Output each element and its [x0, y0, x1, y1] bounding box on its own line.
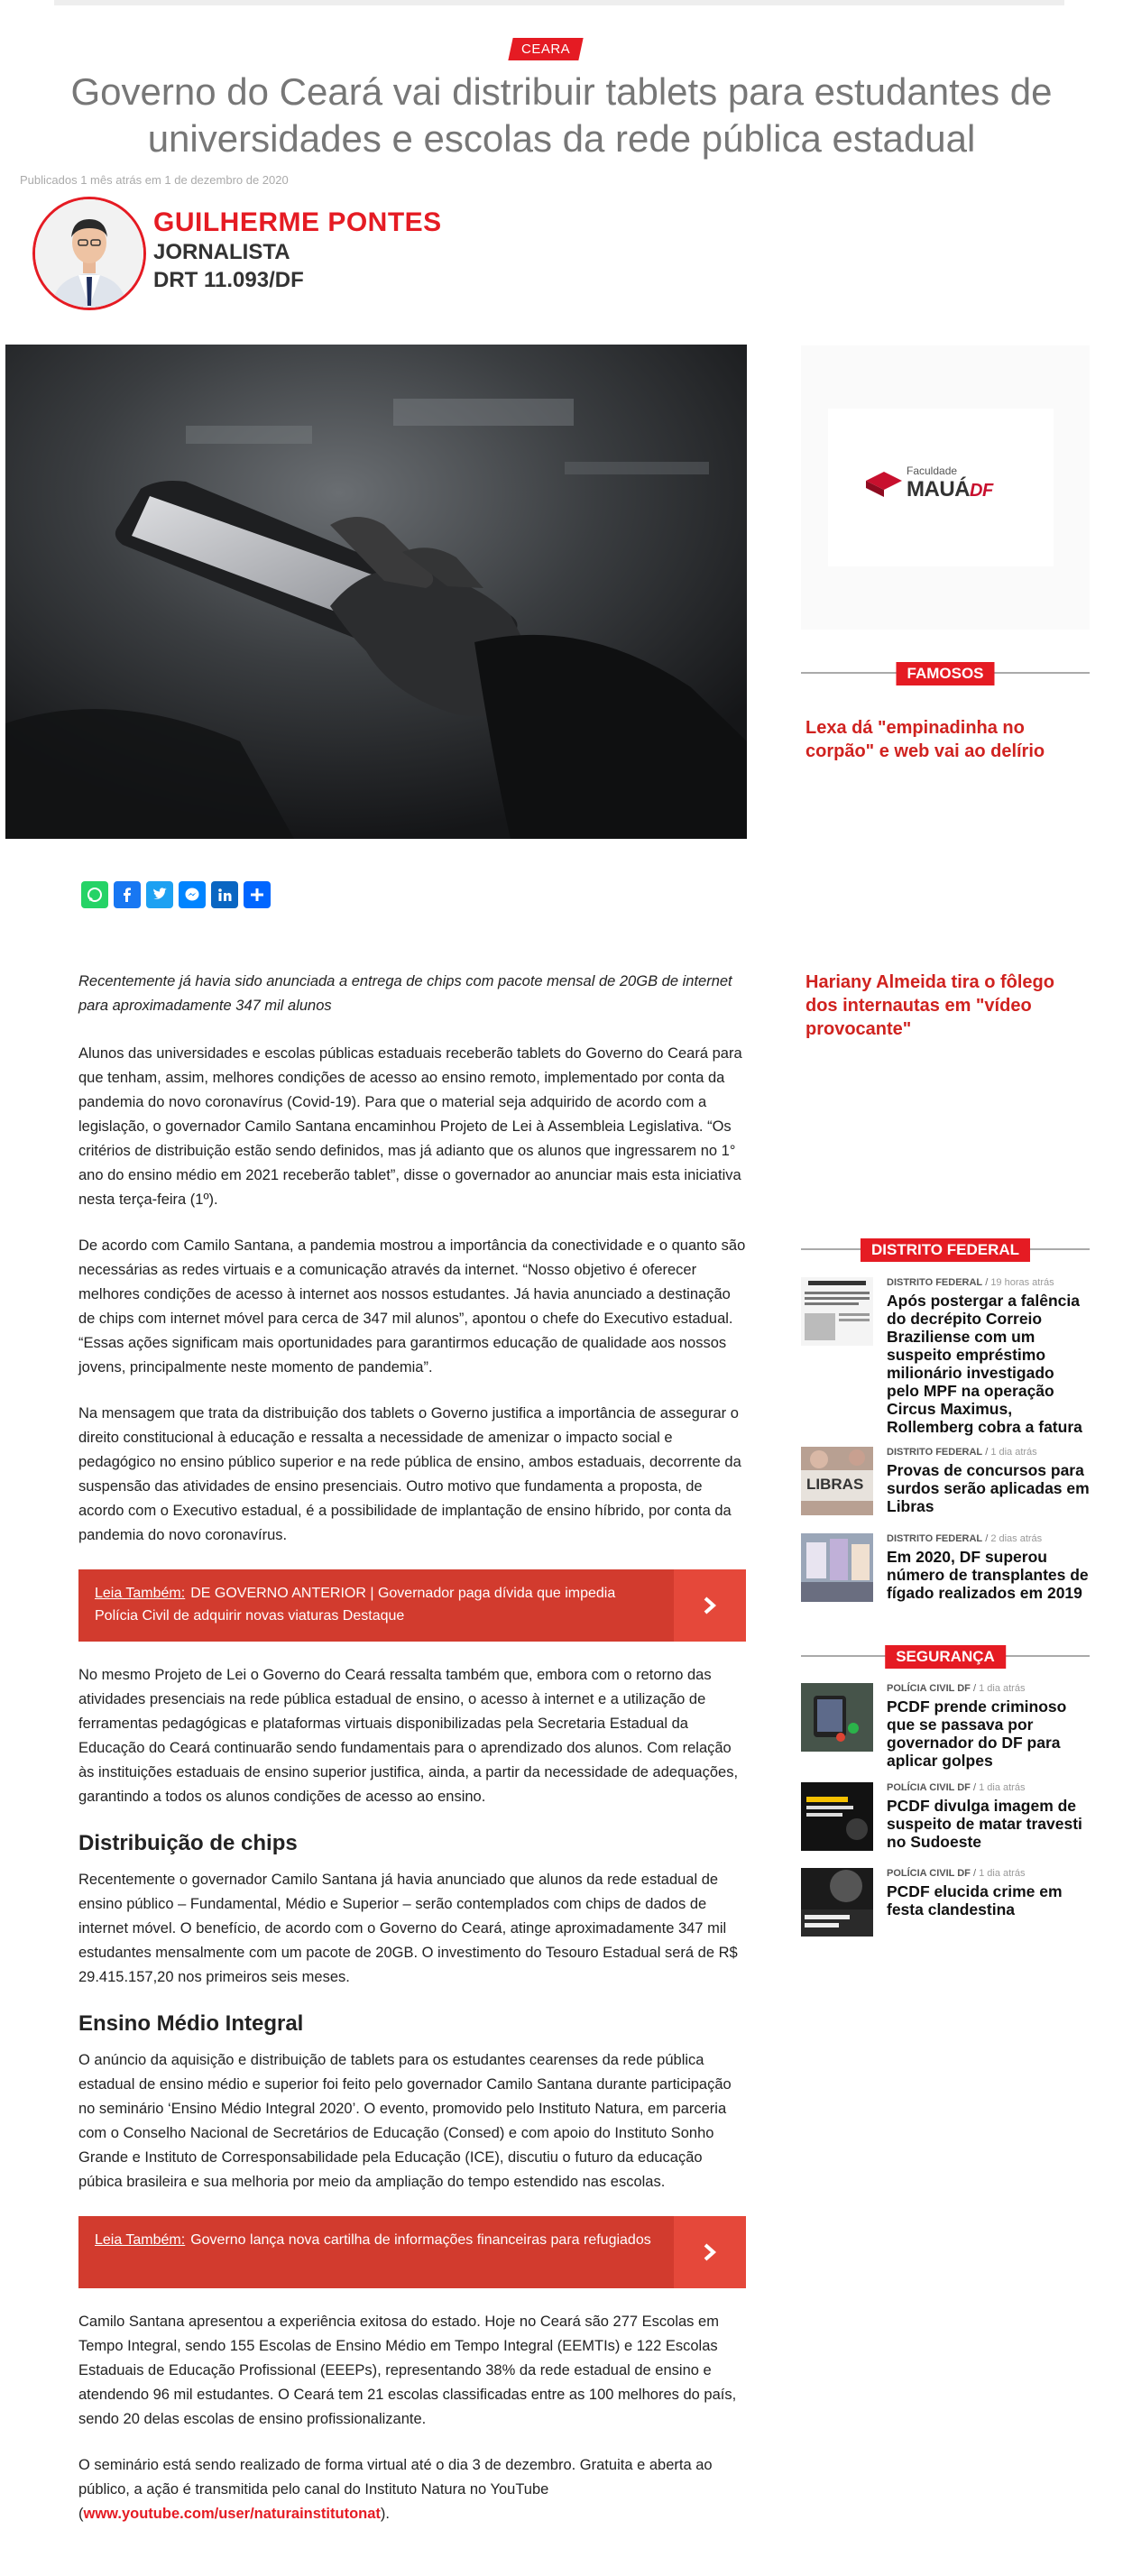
paragraph: O seminário está sendo realizado de forma virtual até o dia 3 de dezembro. Gratuita e aberta ao público, a ação é transmitida pelo canal do Instituto Natura no YouTube (www.youtube.com/user/naturainstitutonat). [78, 2457, 713, 2522]
hero-image [5, 345, 747, 839]
twitter-icon[interactable] [146, 881, 173, 908]
article-body [78, 970, 746, 2548]
news-item[interactable]: DISTRITO FEDERAL / 19 horas atrás Após postergar a falência do decrépito Correio Braziliense com um suspeito empréstimo milionário investigado pelo MPF na operação Circus Maximus, Rollemberg cobra a fatura [801, 1277, 1090, 1440]
news-item[interactable]: LIBRAS DISTRITO FEDERAL / 1 dia atrás Provas de concursos para surdos serão aplicadas em Libras [801, 1447, 1090, 1523]
news-item[interactable]: POLÍCIA CIVIL DF / 1 dia atrás PCDF divulga imagem de suspeito de matar travesti no Sudoeste [801, 1782, 1090, 1859]
news-thumbnail[interactable] [801, 1683, 873, 1752]
news-headline[interactable]: PCDF elucida crime em festa clandestina [887, 1882, 1063, 1918]
related-title[interactable]: Governo lança nova cartilha de informações financeiras para refugiados [190, 2232, 651, 2248]
related-label: Leia Também: [95, 1586, 186, 1601]
ad-logo-main: MAUÁDF [907, 477, 993, 501]
paragraph: Na mensagem que trata da distribuição dos tablets o Governo justifica a importância de assegurar o direito constitucional à educação e ressalta a necessidade de amenizar o impacto social e pedagógico no ensino público superior e na rede pública de ensino, ambos estaduais, decorrente da suspensão das atividades de ensino presenciais. Outro motivo que fundamenta a proposta, de acordo com o Executivo estadual, é a possibilidade de implantação de ensino híbrido, por conta da pandemia do novo coronavírus. [78, 1405, 741, 1543]
category-badge[interactable]: CEARA [508, 38, 584, 60]
paragraph: Alunos das universidades e escolas públicas estaduais receberão tablets do Governo do Ceará para que tenham, assim, melhores condições de acesso ao ensino remoto, implementado por conta da pandemia do novo coronavírus (Covid-19). Para que o material seja adquirido de acordo com a legislação, o governador Camilo Santana encaminhou Projeto de Lei à Assembleia Legislativa. “Os critérios de distribuição estão sendo definidos, mas já adianto que os alunos que ingressarem no 1° ano do ensino médio em 2021 receberão tablet”, disse o governador ao anunciar mais esta iniciativa nesta terça-feira (1º). [78, 1045, 742, 1208]
publish-date: Publicados 1 mês atrás em 1 de dezembro de 2020 [20, 173, 289, 187]
author-name[interactable]: GUILHERME PONTES [153, 207, 442, 237]
author-drt: DRT 11.093/DF [153, 268, 304, 292]
section-header-distrito-federal: DISTRITO FEDERAL [801, 1238, 1090, 1260]
news-thumbnail[interactable] [801, 1868, 873, 1937]
section-header-seguranca: SEGURANÇA [801, 1645, 1090, 1667]
news-headline[interactable]: Provas de concursos para surdos serão aplicadas em Libras [887, 1461, 1090, 1515]
paragraph: Camilo Santana apresentou a experiência exitosa do estado. Hoje no Ceará são 277 Escolas em Tempo Integral, sendo 155 Escolas de Ensino Médio em Tempo Integral (EEMTIs) e 122 Escolas Estaduais de Educação Profissional (EEEPs), representando 38% da rede estadual de ensino e atendendo 96 mil estudantes. O Ceará tem 21 escolas classificadas entre as 100 melhores do país, sendo 20 delas escolas de ensino profissionalizante. [78, 2314, 737, 2427]
news-thumbnail[interactable] [801, 1277, 873, 1346]
news-item[interactable]: DISTRITO FEDERAL / 2 dias atrás Em 2020, DF superou número de transplantes de fígado realizados em 2019 [801, 1533, 1090, 1619]
news-headline[interactable]: PCDF divulga imagem de suspeito de matar travesti no Sudoeste [887, 1797, 1082, 1851]
share-plus-icon[interactable] [244, 881, 271, 908]
chevron-right-icon[interactable] [674, 2216, 746, 2288]
paragraph: O anúncio da aquisição e distribuição de tablets para os estudantes cearenses da rede pública estadual de ensino médio e superior foi feito pelo governador Camilo Santana durante participação no seminário ‘Ensino Médio Integral 2020’. O evento, promovido pelo Instituto Natura, em parceria com o Conselho Nacional de Secretários de Educação (Consed) e com apoio do Instituto Sonho Grande e Instituto de Corresponsabilidade pela Educação (ICE), discutiu o futuro da educação púbica brasileira e sua melhoria por meio da ampliação do tempo estendido nas escolas. [78, 2052, 732, 2190]
news-headline[interactable]: PCDF prende criminoso que se passava por governador do DF para aplicar golpes [887, 1697, 1067, 1770]
article-lead: Recentemente já havia sido anunciada a entrega de chips com pacote mensal de 20GB de internet para aproximadamente 347 mil alunos [78, 973, 732, 1014]
famosos-headline[interactable]: Lexa dá "empinadinha no corpão" e web vai ao delírio [805, 718, 1045, 761]
famosos-headline[interactable]: Hariany Almeida tira o fôlego dos internautas em "vídeo provocante" [805, 972, 1054, 1039]
news-thumbnail[interactable]: LIBRAS [801, 1447, 873, 1515]
section-heading: Distribuição de chips [78, 1831, 298, 1855]
news-item[interactable]: POLÍCIA CIVIL DF / 1 dia atrás PCDF prende criminoso que se passava por governador do DF para aplicar golpes [801, 1683, 1090, 1773]
news-item[interactable]: POLÍCIA CIVIL DF / 1 dia atrás PCDF elucida crime em festa clandestina [801, 1868, 1090, 1945]
related-article-link[interactable] [78, 1569, 746, 1642]
paragraph: De acordo com Camilo Santana, a pandemia mostrou a importância da conectividade e o quanto são necessárias as redes virtuais e a comunicação através da internet. “Nosso objetivo é oferecer melhores condições de acesso à internet aos nossos estudantes. Já havia anunciado a destinação de chips com internet móvel para cerca de 347 mil alunos”, apontou o chefe do Executivo estadual. “Essas ações significam mais oportunidades para garantirmos educação de qualidade aos nossos jovens, principalmente neste momento de pandemia”. [78, 1237, 746, 1375]
section-heading: Ensino Médio Integral [78, 2011, 304, 2036]
share-bar [81, 881, 271, 908]
related-article-link[interactable] [78, 2216, 746, 2288]
linkedin-icon[interactable] [211, 881, 238, 908]
news-headline[interactable]: Após postergar a falência do decrépito Correio Braziliense com um suspeito empréstimo milionário investigado pelo MPF na operação Circus Maximus, Rollemberg cobra a fatura [887, 1292, 1082, 1436]
section-header-famosos: FAMOSOS [801, 662, 1090, 684]
advertisement-banner[interactable] [801, 345, 1090, 630]
author-role: JORNALISTA [153, 240, 290, 264]
related-label: Leia Também: [95, 2232, 186, 2248]
news-headline[interactable]: Em 2020, DF superou número de transplantes de fígado realizados em 2019 [887, 1548, 1089, 1602]
messenger-icon[interactable] [179, 881, 206, 908]
article-title: Governo do Ceará vai distribuir tablets para estudantes de universidades e escolas da rede pública estadual [70, 70, 1053, 160]
related-title[interactable]: DE GOVERNO ANTERIOR | Governador paga dívida que impedia Polícia Civil de adquirir novas viaturas Destaque [95, 1586, 616, 1624]
author-avatar [32, 197, 146, 310]
top-divider [54, 0, 1064, 5]
youtube-link[interactable]: www.youtube.com/user/naturainstitutonat [83, 2506, 381, 2522]
facebook-icon[interactable] [114, 881, 141, 908]
paragraph: Recentemente o governador Camilo Santana já havia anunciado que alunos da rede estadual de ensino público – Fundamental, Médio e Superior – serão contemplados com chips de dados de internet móvel. O benefício, de acordo com o Governo do Ceará, atinge aproximadamente 347 mil estudantes mensalmente com um pacote de 20GB. O investimento do Tesouro Estadual será de R$ 29.415.157,20 nos primeiros seis meses. [78, 1872, 738, 1985]
chevron-right-icon[interactable] [674, 1569, 746, 1642]
news-thumbnail[interactable] [801, 1782, 873, 1851]
news-thumbnail[interactable] [801, 1533, 873, 1602]
paragraph: No mesmo Projeto de Lei o Governo do Ceará ressalta também que, embora com o retorno das atividades presenciais na rede pública estadual de ensino, o acesso à internet e a utilização de ferramentas pedagógicas e plataformas virtuais disponibilizadas pela Secretaria Estadual da Educação do Ceará continuarão sendo fundamentais para o aprendizado dos alunos. Com relação às instituições estaduais de ensino superior justifica, ainda, a partir da necessidade de adequações, garantindo a todos os alunos condições de acesso ao ensino. [78, 1667, 739, 1805]
ad-logo-top: Faculdade [907, 465, 958, 477]
whatsapp-icon[interactable] [81, 881, 108, 908]
